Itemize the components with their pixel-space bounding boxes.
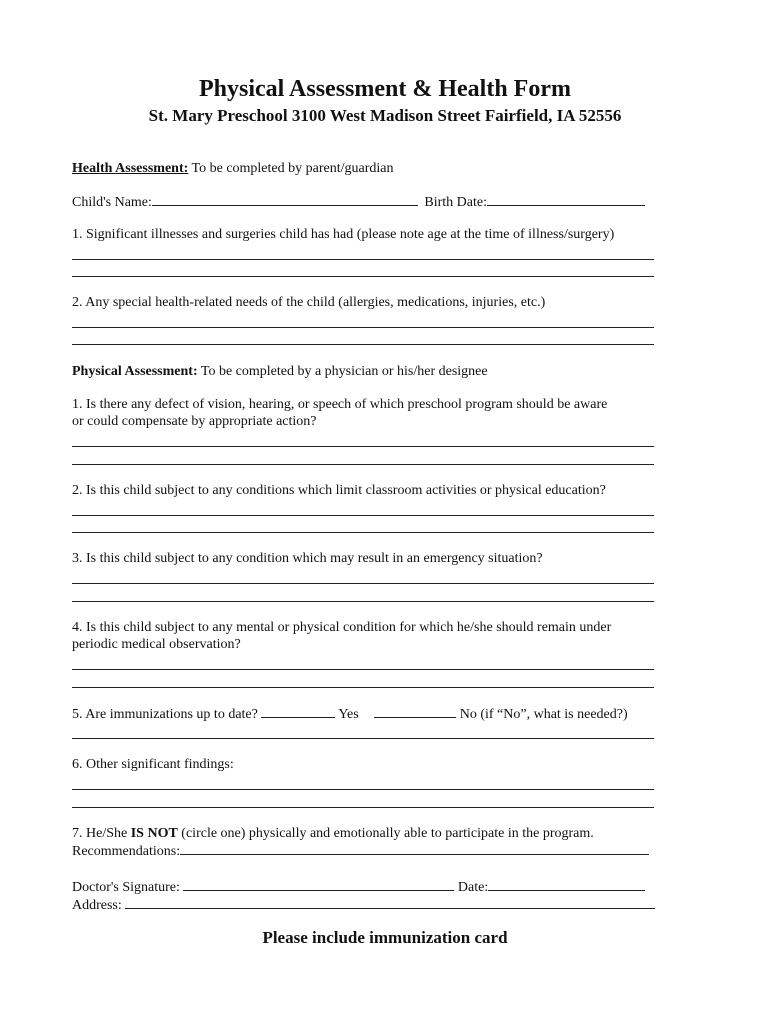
school-address: St. Mary Preschool 3100 West Madison Street Fairfield, IA 52556 — [148, 106, 622, 125]
immunization-no-label: No (if “No”, what is needed?) — [459, 707, 628, 722]
physical-q2-answer-line-1[interactable] — [72, 515, 654, 516]
physical-q1-answer-line-1[interactable] — [72, 446, 654, 447]
physical-q6-answer-line-2[interactable] — [72, 807, 654, 808]
physical-question-1-line-1: 1. Is there any defect of vision, hearing, or speech of which preschool program should be aware — [72, 397, 608, 412]
physical-question-6: 6. Other significant findings: — [72, 757, 234, 772]
q7-prefix: 7. He/She — [72, 826, 131, 841]
physical-question-7 — [72, 825, 594, 842]
address-row — [72, 896, 655, 914]
doctor-signature-row — [72, 878, 645, 896]
birth-date-label: Birth Date: — [424, 195, 488, 210]
doctor-signature-label: Doctor's Signature: — [72, 880, 180, 895]
immunization-question: 5. Are immunizations up to date? — [72, 707, 258, 722]
child-name-label: Child's Name: — [72, 195, 152, 210]
health-q2-answer-line-1[interactable] — [72, 327, 654, 328]
physical-question-4-line-2: periodic medical observation? — [72, 637, 241, 652]
physical-question-3: 3. Is this child subject to any condition which may result in an emergency situation? — [72, 551, 543, 566]
physical-question-4-line-1: 4. Is this child subject to any mental or physical condition for which he/she should remain under — [72, 620, 612, 635]
child-name-field[interactable] — [152, 193, 418, 206]
physical-q3-answer-line-2[interactable] — [72, 601, 654, 602]
child-name-row — [72, 193, 645, 211]
address-field[interactable] — [125, 896, 655, 909]
address-label: Address: — [72, 898, 122, 913]
health-assessment-instruction: To be completed by parent/guardian — [188, 161, 394, 176]
birth-date-field[interactable] — [487, 193, 645, 206]
q7-is-not[interactable]: IS NOT — [130, 826, 178, 841]
health-assessment-heading: Health Assessment: — [72, 161, 189, 176]
immunization-yes-blank[interactable] — [261, 705, 335, 718]
physical-question-1-line-2: or could compensate by appropriate action? — [72, 414, 317, 429]
form-title: Physical Assessment & Health Form — [199, 76, 571, 102]
health-q2-answer-line-2[interactable] — [72, 344, 654, 345]
health-question-1: 1. Significant illnesses and surgeries child has had (please note age at the time of illness/surgery) — [72, 227, 615, 242]
physical-q1-answer-line-2[interactable] — [72, 464, 654, 465]
health-q1-answer-line-2[interactable] — [72, 276, 654, 277]
recommendations-field[interactable] — [180, 842, 649, 855]
recommendations-row — [72, 842, 649, 860]
immunization-card-note: Please include immunization card — [262, 928, 508, 947]
immunization-answer-line[interactable] — [72, 738, 654, 739]
physical-question-2: 2. Is this child subject to any conditions which limit classroom activities or physical education? — [72, 483, 606, 498]
immunization-yes-label: Yes — [338, 707, 359, 722]
health-assessment-section-heading — [72, 160, 393, 177]
physical-q6-answer-line-1[interactable] — [72, 789, 654, 790]
date-field[interactable] — [488, 878, 645, 891]
physical-q3-answer-line-1[interactable] — [72, 583, 654, 584]
physical-assessment-section-heading — [72, 363, 488, 380]
recommendations-label: Recommendations: — [72, 844, 181, 859]
physical-q4-answer-line-2[interactable] — [72, 687, 654, 688]
immunization-row — [72, 705, 628, 723]
immunization-no-blank[interactable] — [374, 705, 456, 718]
health-q1-answer-line-1[interactable] — [72, 259, 654, 260]
physical-assessment-instruction: To be completed by a physician or his/her designee — [197, 364, 488, 379]
health-question-2: 2. Any special health-related needs of the child (allergies, medications, injuries, etc.) — [72, 295, 546, 310]
date-label: Date: — [457, 880, 489, 895]
doctor-signature-field[interactable] — [183, 878, 454, 891]
q7-suffix: (circle one) physically and emotionally able to participate in the program. — [177, 826, 594, 841]
physical-assessment-heading: Physical Assessment: — [72, 364, 198, 379]
physical-q2-answer-line-2[interactable] — [72, 532, 654, 533]
physical-q4-answer-line-1[interactable] — [72, 669, 654, 670]
